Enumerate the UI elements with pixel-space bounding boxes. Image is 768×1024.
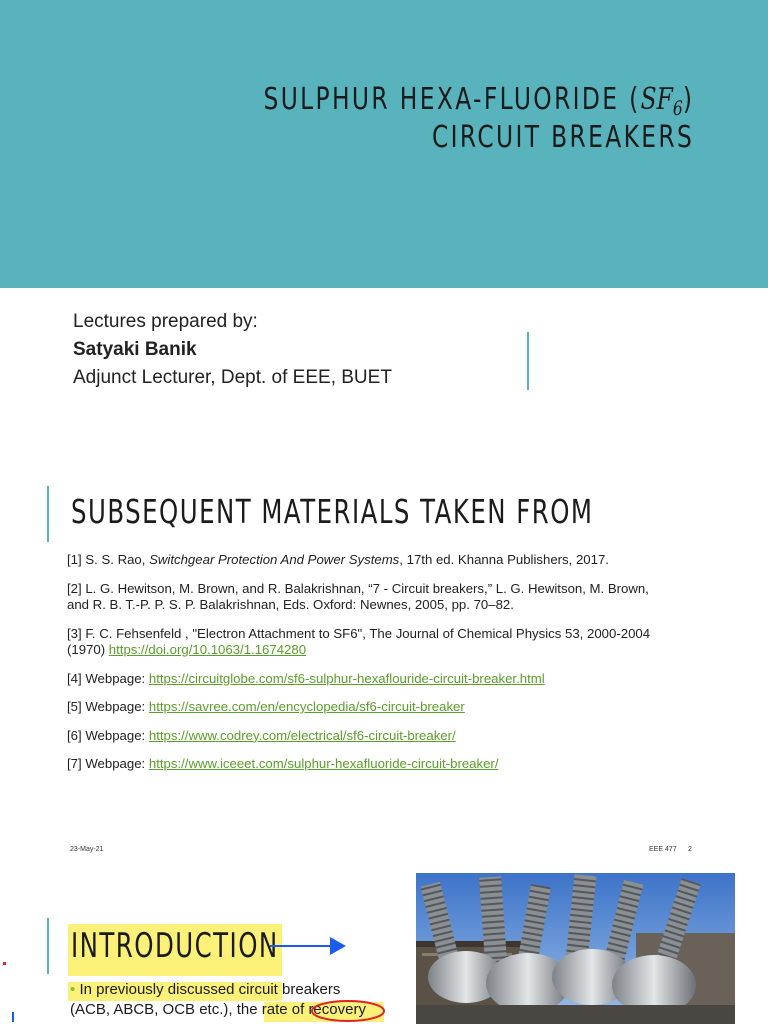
author-name: Satyaki Banik — [73, 339, 197, 360]
slide-title-line1: SULPHUR HEXA-FLUORIDE $(SF_6)$ — [263, 82, 694, 120]
annotation-arrow-icon — [268, 934, 348, 958]
annotation-circle-icon — [308, 998, 388, 1024]
circuit-breaker-photo — [416, 873, 735, 1024]
author-affiliation: Adjunct Lecturer, Dept. of EEE, BUET — [73, 367, 392, 388]
reference-link[interactable]: https://www.iceeet.com/sulphur-hexafluoride-circuit-breaker/ — [148, 756, 499, 771]
reference-item: [6] Webpage: https://www.codrey.com/electrical/sf6-circuit-breaker/ — [67, 727, 456, 743]
slide-title: INTRODUCTION — [71, 926, 279, 966]
slide-title-line2: CIRCUIT BREAKERS — [431, 120, 694, 155]
reference-link[interactable]: https://doi.org/10.1063/1.1674280 — [108, 642, 307, 657]
bullet-icon: • — [70, 981, 76, 998]
reference-item: [2] L. G. Hewitson, M. Brown, and R. Balakrishnan, “7 - Circuit breakers,” L. G. Hewitson, M. Brown, and R. B. T.-P. P. S. P. Balakrishnan, Eds. Oxford: Newnes, 2005, pp. 70–82. — [67, 580, 649, 612]
accent-divider — [47, 918, 49, 974]
slide-title: SUBSEQUENT MATERIALS TAKEN FROM — [71, 492, 594, 531]
accent-divider — [47, 486, 49, 542]
reference-item: [7] Webpage: https://www.iceeet.com/sulphur-hexafluoride-circuit-breaker/ — [67, 756, 499, 771]
reference-item: [5] Webpage: https://savree.com/en/encyclopedia/sf6-circuit-breaker — [67, 699, 465, 714]
reference-link[interactable]: https://savree.com/en/encyclopedia/sf6-circuit-breaker — [148, 699, 465, 714]
annotation-mark — [12, 1012, 14, 1022]
reference-link[interactable]: https://www.codrey.com/electrical/sf6-circuit-breaker/ — [148, 727, 456, 743]
reference-item: [3] F. C. Fehsenfeld , "Electron Attachment to SF6", The Journal of Chemical Physics 53, 2000-2004 (1970) https://doi.org/10.1063/1.1674280 — [67, 625, 651, 657]
author-block — [73, 308, 392, 392]
footer-page-number: 2 — [688, 846, 692, 853]
reference-item: [4] Webpage: https://circuitglobe.com/sf6-sulphur-hexaflouride-circuit-breaker.html — [67, 670, 545, 686]
reference-list — [67, 552, 667, 785]
reference-item: [1] S. S. Rao, Switchgear Protection And Power Systems, 17th ed. Khanna Publishers, 2017. — [67, 552, 609, 567]
sf6-formula: $SF_6$ — [640, 82, 683, 120]
accent-divider — [527, 332, 529, 390]
footer-date: 23-May-21 — [70, 846, 104, 853]
annotation-dot — [3, 962, 6, 965]
footer-course: EEE 477 — [649, 846, 677, 853]
bullet-paragraph: • In previously discussed circuit breakers (ACB, ABCB, OCB etc.), the rate of recovery — [70, 981, 366, 1018]
reference-link[interactable]: https://circuitglobe.com/sf6-sulphur-hexaflouride-circuit-breaker.html — [148, 670, 545, 686]
prepared-by-label: Lectures prepared by: — [73, 311, 258, 332]
